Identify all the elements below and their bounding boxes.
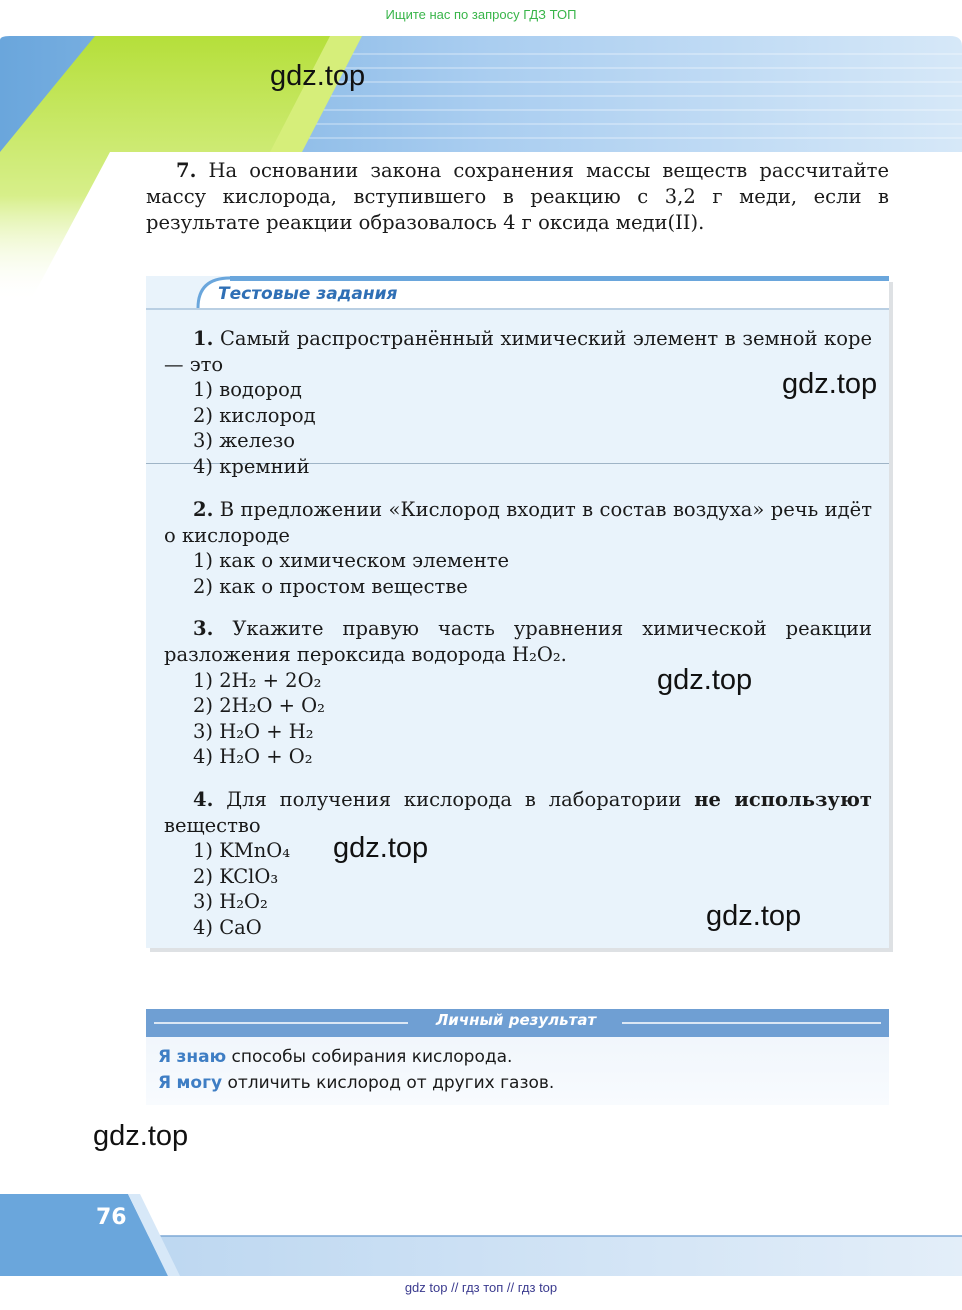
q1-option-4[interactable]: 4) кремний	[193, 455, 310, 478]
q3-option-2[interactable]: 2) 2H₂O + O₂	[193, 694, 325, 717]
line-1-text: способы собирания кислорода.	[231, 1047, 513, 1067]
keyword-i: Я	[158, 1047, 172, 1067]
q4-option-2[interactable]: 2) KClO₃	[193, 865, 279, 888]
q4-option-4[interactable]: 4) CaO	[193, 916, 262, 939]
watermark: gdz.top	[93, 1120, 189, 1152]
question-2-number: 2.	[193, 498, 214, 521]
question-4-text: Для получения кислорода в лаборатории	[226, 788, 682, 811]
watermark: gdz.top	[782, 368, 878, 400]
keyword-i: Я	[158, 1073, 172, 1093]
watermark: gdz.top	[270, 60, 366, 92]
question-4	[164, 787, 872, 838]
q3-option-4[interactable]: 4) H₂O + O₂	[193, 745, 313, 768]
watermark: gdz.top	[706, 900, 802, 932]
question-1	[164, 326, 872, 377]
keyword-can: могу	[176, 1073, 223, 1093]
question-4-emphasis: не используют	[694, 788, 872, 811]
personal-result-title: Личный результат	[435, 1011, 597, 1029]
question-4-text-end: вещество	[164, 813, 261, 837]
question-1-number: 1.	[193, 327, 214, 350]
task-7-text: На основании закона сохранения массы веществ рассчитайте массу кислорода, вступившего в реакцию с 3,2 г меди, если в результате реакции образовалось 4 г оксида меди(II).	[146, 159, 889, 234]
personal-result-line-2	[158, 1073, 554, 1093]
watermark: gdz.top	[657, 664, 753, 696]
q1-option-1[interactable]: 1) водород	[193, 378, 302, 401]
q1-option-2[interactable]: 2) кислород	[193, 404, 316, 427]
question-3-number: 3.	[193, 617, 214, 640]
keyword-know: знаю	[176, 1047, 227, 1067]
q3-option-1[interactable]: 1) 2H₂ + 2O₂	[193, 669, 322, 692]
question-3	[164, 616, 872, 667]
q4-option-1[interactable]: 1) KMnO₄	[193, 839, 291, 862]
question-4-number: 4.	[193, 788, 214, 811]
task-7	[146, 158, 889, 236]
q3-option-3[interactable]: 3) H₂O + H₂	[193, 720, 314, 743]
task-7-number: 7.	[176, 159, 197, 182]
question-2-text: В предложении «Кислород входит в состав воздуха» речь идёт о кислороде	[164, 498, 873, 547]
q2-option-1[interactable]: 1) как о химическом элементе	[193, 549, 510, 572]
question-1-text: Самый распространённый химический элемент в земной коре — это	[164, 327, 872, 376]
personal-result-line-1	[158, 1047, 512, 1067]
question-3-text: Укажите правую часть уравнения химической реакции разложения пероксида водорода H₂O₂.	[164, 617, 872, 666]
top-search-banner[interactable]: Ищите нас по запросу ГДЗ ТОП	[385, 7, 577, 22]
question-2	[164, 497, 872, 548]
q1-option-3[interactable]: 3) железо	[193, 429, 295, 452]
q4-option-3[interactable]: 3) H₂O₂	[193, 890, 268, 913]
q2-option-2[interactable]: 2) как о простом веществе	[193, 575, 468, 598]
footer-decoration	[0, 1192, 962, 1278]
line-2-text: отличить кислород от других газов.	[227, 1073, 555, 1093]
footer-links[interactable]: gdz top // гдз топ // гдз top	[404, 1280, 558, 1295]
test-section-title: Тестовые задания	[218, 284, 398, 304]
page-number: 76	[96, 1205, 127, 1230]
watermark: gdz.top	[333, 832, 429, 864]
